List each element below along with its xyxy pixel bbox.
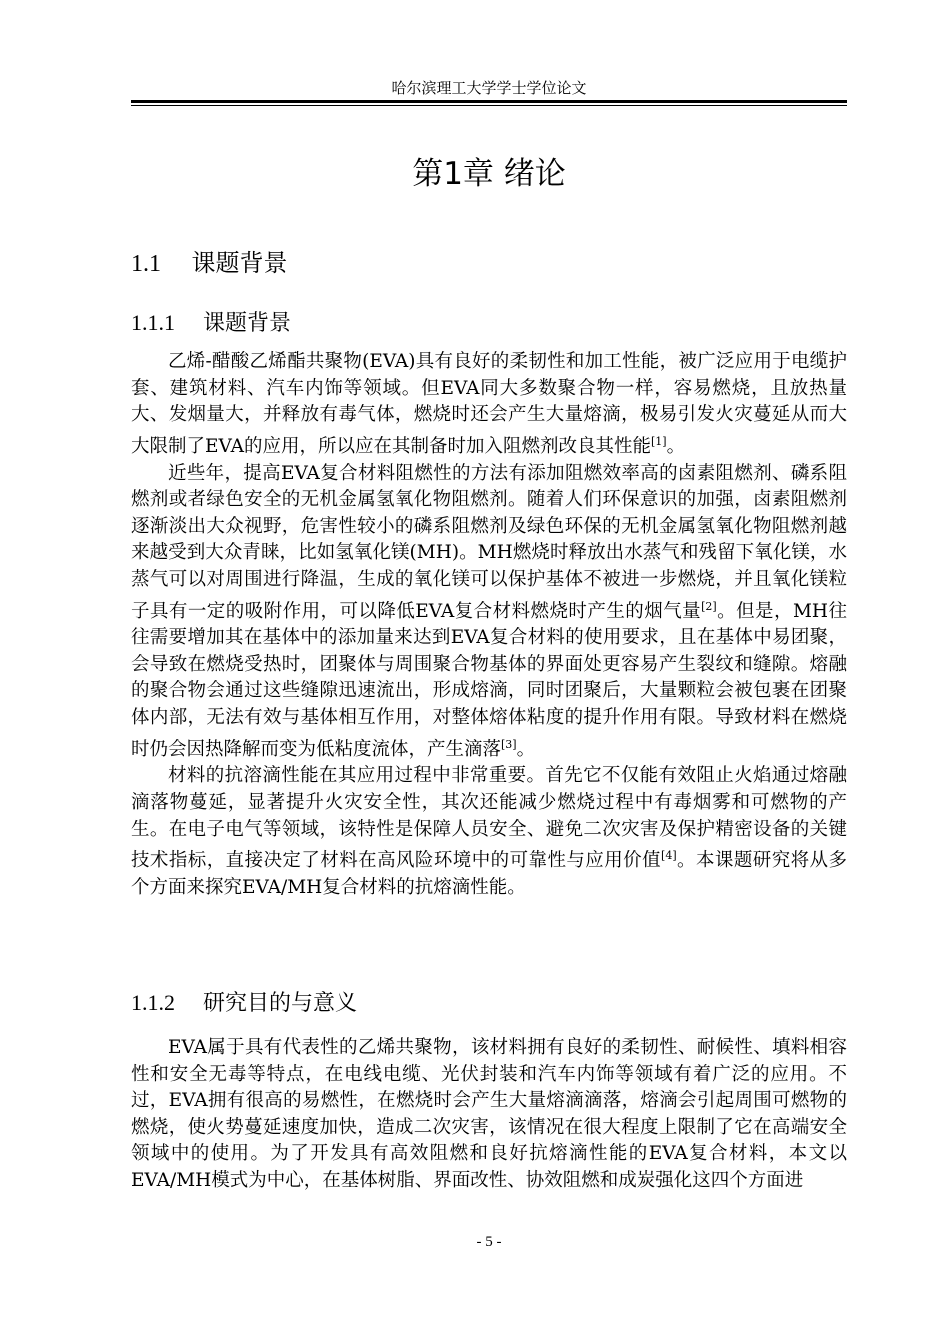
body-paragraph: 近些年，提高EVA复合材料阻燃性的方法有添加阻燃效率高的卤素阻燃剂、磷系阻燃剂或者绿色安全的无机金属氢氧化物阻燃剂。随着人们环保意识的加强，卤素阻燃剂逐渐淡出大众视野，危害性较小的磷系阻燃剂及绿色环保的无机金属氢氧化物阻燃剂越来越受到大众青睐，比如氢氧化镁(MH)。MH燃烧时释放出水蒸气和残留下氧化镁，水蒸气可以对周围进行降温，生成的氧化镁可以保护基体不被进一步燃烧，并且氧化镁粒子具有一定的吸附作用，可以降低EVA复合材料燃烧时产生的烟气量[2]。但是，MH往往需要增加其在基体中的添加量来达到EVA复合材料的使用要求，且在基体中易团聚，会导致在燃烧受热时，团聚体与周围聚合物基体的界面处更容易产生裂纹和缝隙。熔融的聚合物会通过这些缝隙迅速流出，形成熔滴，同时团聚后，大量颗粒会被包裹在团聚体内部，无法有效与基体相互作用，对整体熔体粘度的提升作用有限。导致材料在燃烧时仍会因热降解而变为低粘度流体，产生滴落[3]。 (131, 462, 847, 760)
citation-marker: [2] (701, 599, 717, 613)
page-number: - 5 - (476, 1234, 502, 1250)
subsection-title: 研究目的与意义 (202, 991, 357, 1016)
body-paragraph: 材料的抗溶滴性能在其应用过程中非常重要。首先它不仅能有效阻止火焰通过熔融滴落物蔓延，显著提升火灾安全性，其次还能减少燃烧过程中有毒烟雾和可燃物的产生。在电子电气等领域，该特性是保障人员安全、避免二次灾害及保护精密设备的关键技术指标，直接决定了材料在高风险环境中的可靠性与应用价值[4]。本课题研究将从多个方面来探究EVA/MH复合材料的抗熔滴性能。 (131, 765, 847, 898)
subsection-body-1-1-1 (131, 349, 847, 902)
body-paragraph: 乙烯-醋酸乙烯酯共聚物(EVA)具有良好的柔韧性和加工性能，被广泛应用于电缆护套、建筑材料、汽车内饰等领域。但EVA同大多数聚合物一样，容易燃烧，且放热量大、发烟量大，并释放有毒气体，燃烧时还会产生大量熔滴，极易引发火灾蔓延从而大大限制了EVA的应用，所以应在其制备时加入阻燃剂改良其性能[1]。 (131, 351, 847, 457)
body-paragraph: EVA属于具有代表性的乙烯共聚物，该材料拥有良好的柔韧性、耐候性、填料相容性和安全无毒等特点，在电线电缆、光伏封装和汽车内饰等领域有着广泛的应用。不过，EVA拥有很高的易燃性，在燃烧时会产生大量熔滴滴落，熔滴会引起周围可燃物的燃烧，使火势蔓延速度加快，造成二次灾害，该情况在很大程度上限制了它在高端安全领域中的使用。为了开发具有高效阻燃和良好抗熔滴性能的EVA复合材料，本文以EVA/MH模式为中心，在基体树脂、界面改性、协效阻燃和成炭强化这四个方面进 (131, 1037, 847, 1191)
running-header: 哈尔滨理工大学学士学位论文 (391, 79, 587, 97)
section-title: 课题背景 (191, 249, 288, 277)
subsection-number: 1.1.1 (131, 310, 175, 335)
citation-marker: [3] (501, 737, 517, 751)
chapter-title: 第1章 绪论 (412, 156, 566, 192)
header-rule-thick (131, 100, 847, 103)
header-rule-thin (131, 105, 847, 106)
subsection-title: 课题背景 (202, 311, 291, 336)
subsection-body-1-1-2 (131, 1035, 847, 1195)
section-number: 1.1 (131, 251, 161, 277)
subsection-heading-1-1-1 (131, 307, 291, 340)
citation-marker: [4] (661, 849, 677, 863)
subsection-number: 1.1.2 (131, 990, 175, 1015)
subsection-heading-1-1-2 (131, 987, 357, 1020)
citation-marker: [1] (650, 434, 667, 448)
section-heading (131, 246, 288, 281)
